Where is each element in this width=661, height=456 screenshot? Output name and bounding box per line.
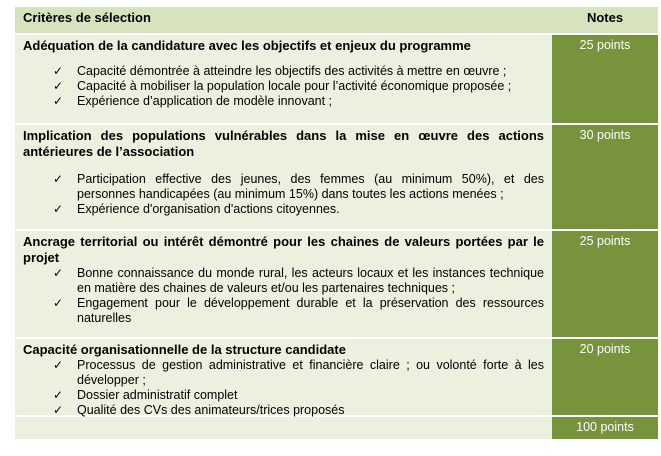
list-item: ✓ Capacité à mobiliser la population locale pour l’activité économique proposée ; <box>53 79 512 93</box>
checkmark-icon: ✓ <box>53 94 64 108</box>
checkmark-icon: ✓ <box>53 266 64 280</box>
checkmark-icon: ✓ <box>53 296 64 310</box>
criterion-title: Ancrage territorial ou intérêt démontré pour les chaines de valeurs portées par le projet <box>23 234 544 265</box>
criterion-row <box>15 339 658 417</box>
list-item: ✓ Participation effective des jeunes, des femmes (au minimum 50%), et des personnes handicapées (au minimum 15%) dans toutes les actions menées ; <box>53 172 544 201</box>
list-item: ✓ Dossier administratif complet <box>53 388 238 402</box>
checkmark-icon: ✓ <box>53 202 64 216</box>
notes-column-header: Notes <box>552 7 658 33</box>
checkmark-icon: ✓ <box>53 388 64 402</box>
checkmark-icon: ✓ <box>53 64 64 78</box>
criterion-points: 20 points <box>552 339 658 415</box>
criterion-points: 25 points <box>552 231 658 337</box>
list-item: ✓ Bonne connaissance du monde rural, les acteurs locaux et les instances technique en matière des chaines de valeurs et/ou les partenaires techniques ; <box>53 266 544 295</box>
criterion-title: Adéquation de la candidature avec les objectifs et enjeux du programme <box>23 38 471 53</box>
criterion-title: Implication des populations vulnérables dans la mise en œuvre des actions antérieures de l’association <box>23 128 544 159</box>
list-item: ✓ Qualité des CVs des animateurs/trices proposés <box>53 403 345 417</box>
list-item: ✓ Capacité démontrée à atteindre les objectifs des activités à mettre en œuvre ; <box>53 64 507 78</box>
table-header-row <box>15 7 658 35</box>
checkmark-icon: ✓ <box>53 403 64 417</box>
criterion-items <box>23 358 544 418</box>
checkmark-icon: ✓ <box>53 172 64 186</box>
criterion-title: Capacité organisationnelle de la structure candidate <box>23 342 346 357</box>
criterion-row <box>15 231 658 339</box>
list-item: ✓ Processus de gestion administrative et financière claire ; ou volonté forte à les développer ; <box>53 358 544 387</box>
criterion-row <box>15 35 658 125</box>
criterion-items <box>23 266 544 326</box>
total-row <box>15 417 658 441</box>
criterion-points: 30 points <box>552 125 658 229</box>
list-item: ✓ Engagement pour le développement durable et la préservation des ressources naturelles <box>53 296 544 325</box>
criterion-row <box>15 125 658 231</box>
criterion-points: 25 points <box>552 35 658 123</box>
criteria-column-header: Critères de sélection <box>15 7 552 33</box>
checkmark-icon: ✓ <box>53 79 64 93</box>
total-points: 100 points <box>552 417 658 439</box>
list-item: ✓ Expérience d'organisation d'actions citoyennes. <box>53 202 340 216</box>
checkmark-icon: ✓ <box>53 358 64 372</box>
criterion-items <box>23 172 544 217</box>
selection-criteria-table <box>15 7 658 441</box>
list-item: ✓ Expérience d’application de modèle innovant ; <box>53 94 333 108</box>
criterion-items <box>23 64 544 109</box>
